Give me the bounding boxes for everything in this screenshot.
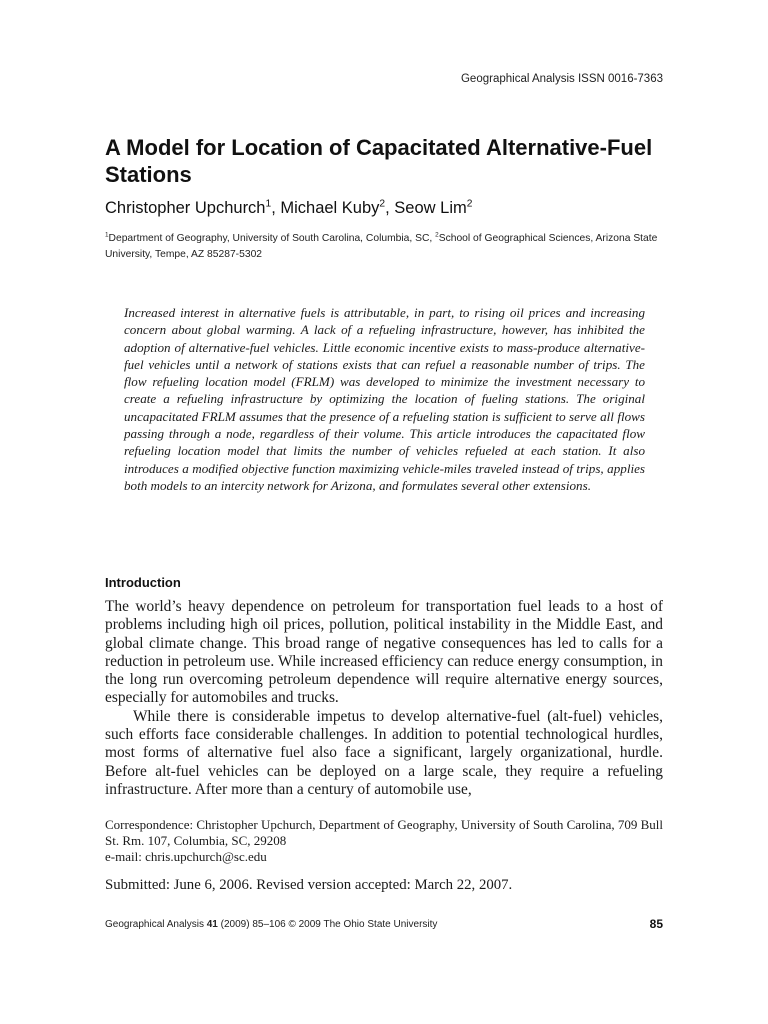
submission-dates: Submitted: June 6, 2006. Revised version accepted: March 22, 2007. (105, 877, 513, 893)
affiliation-text: School of Geographical Sciences, Arizona State University, Tempe, AZ 85287-5302 (105, 233, 658, 260)
body-paragraph: While there is considerable impetus to develop alternative-fuel (alt-fuel) vehicles, such efforts face considerable challenges. In addition to potential technological hurdles, most forms of alternative fuel also face a significant, largely organizational, hurdle. Before alt-fuel vehicles can be deployed on a large scale, they require a refueling infrastructure. After more than a century of automobile use, (105, 707, 663, 798)
abstract: Increased interest in alternative fuels is attributable, in part, to rising oil prices and increasing concern about global warming. A lack of a refueling infrastructure, however, has inhibited the adoption of alternative-fuel vehicles. Little economic incentive exists to mass-produce alternative-fuel vehicles until a network of stations exists that can refuel a reasonable number of trips. The flow refueling location model (FRLM) was developed to minimize the investment necessary to create a refueling infrastructure by optimizing the location of fueling stations. The original uncapacitated FRLM assumes that the presence of a refueling station is sufficient to serve all flows passing through a node, regardless of their volume. This article introduces the capacitated flow refueling location model that limits the number of vehicles refueled at each station. It also introduces a modified objective function maximizing vehicle-miles traveled instead of trips, applies both models to an intercity network for Arizona, and formulates several other extensions. (124, 305, 645, 493)
running-head: Geographical Analysis ISSN 0016-7363 (460, 73, 663, 85)
affiliations (105, 231, 667, 263)
author-affiliation-marker: 2 (466, 198, 473, 210)
author-name: Michael Kuby (280, 199, 380, 217)
author-separator: , (271, 199, 281, 217)
footer-journal: Geographical Analysis (105, 919, 207, 930)
body-paragraph: The world’s heavy dependence on petroleum for transportation fuel leads to a host of problems including high oil prices, pollution, political instability in the Middle East, and global climate change. This broad range of negative consequences has led to calls for a reduction in petroleum use. While increased efficiency can reduce energy consumption, in the long run overcoming petroleum dependence will require alternative energy sources, especially for automobiles and trucks. (105, 598, 663, 707)
article-title: A Model for Location of Capacitated Alternative-Fuel Stations (105, 135, 653, 187)
section-heading-introduction: Introduction (105, 575, 181, 590)
affiliation-marker: 1 (105, 231, 109, 239)
affiliation-marker: 2 (435, 231, 439, 239)
introduction-body (105, 598, 663, 799)
author-separator: , (385, 199, 395, 217)
correspondence-note (105, 817, 665, 865)
footer-volume: 41 (206, 919, 218, 930)
affiliation-text: Department of Geography, University of South Carolina, Columbia, SC, (108, 233, 436, 244)
correspondence-email: e-mail: chris.upchurch@sc.edu (105, 849, 267, 864)
author-affiliation-marker: 1 (265, 198, 272, 210)
footer-citation: (2009) 85–106 © 2009 The Ohio State University (217, 919, 438, 930)
page-number: 85 (649, 917, 663, 931)
author-affiliation-marker: 2 (379, 198, 386, 210)
journal-footer (105, 919, 437, 930)
author-name: Seow Lim (394, 199, 467, 217)
author-name: Christopher Upchurch (105, 199, 266, 217)
author-list (105, 199, 472, 218)
correspondence-address: Correspondence: Christopher Upchurch, Department of Geography, University of South Carolina, 709 Bull St. Rm. 107, Columbia, SC, 29208 (105, 817, 664, 848)
